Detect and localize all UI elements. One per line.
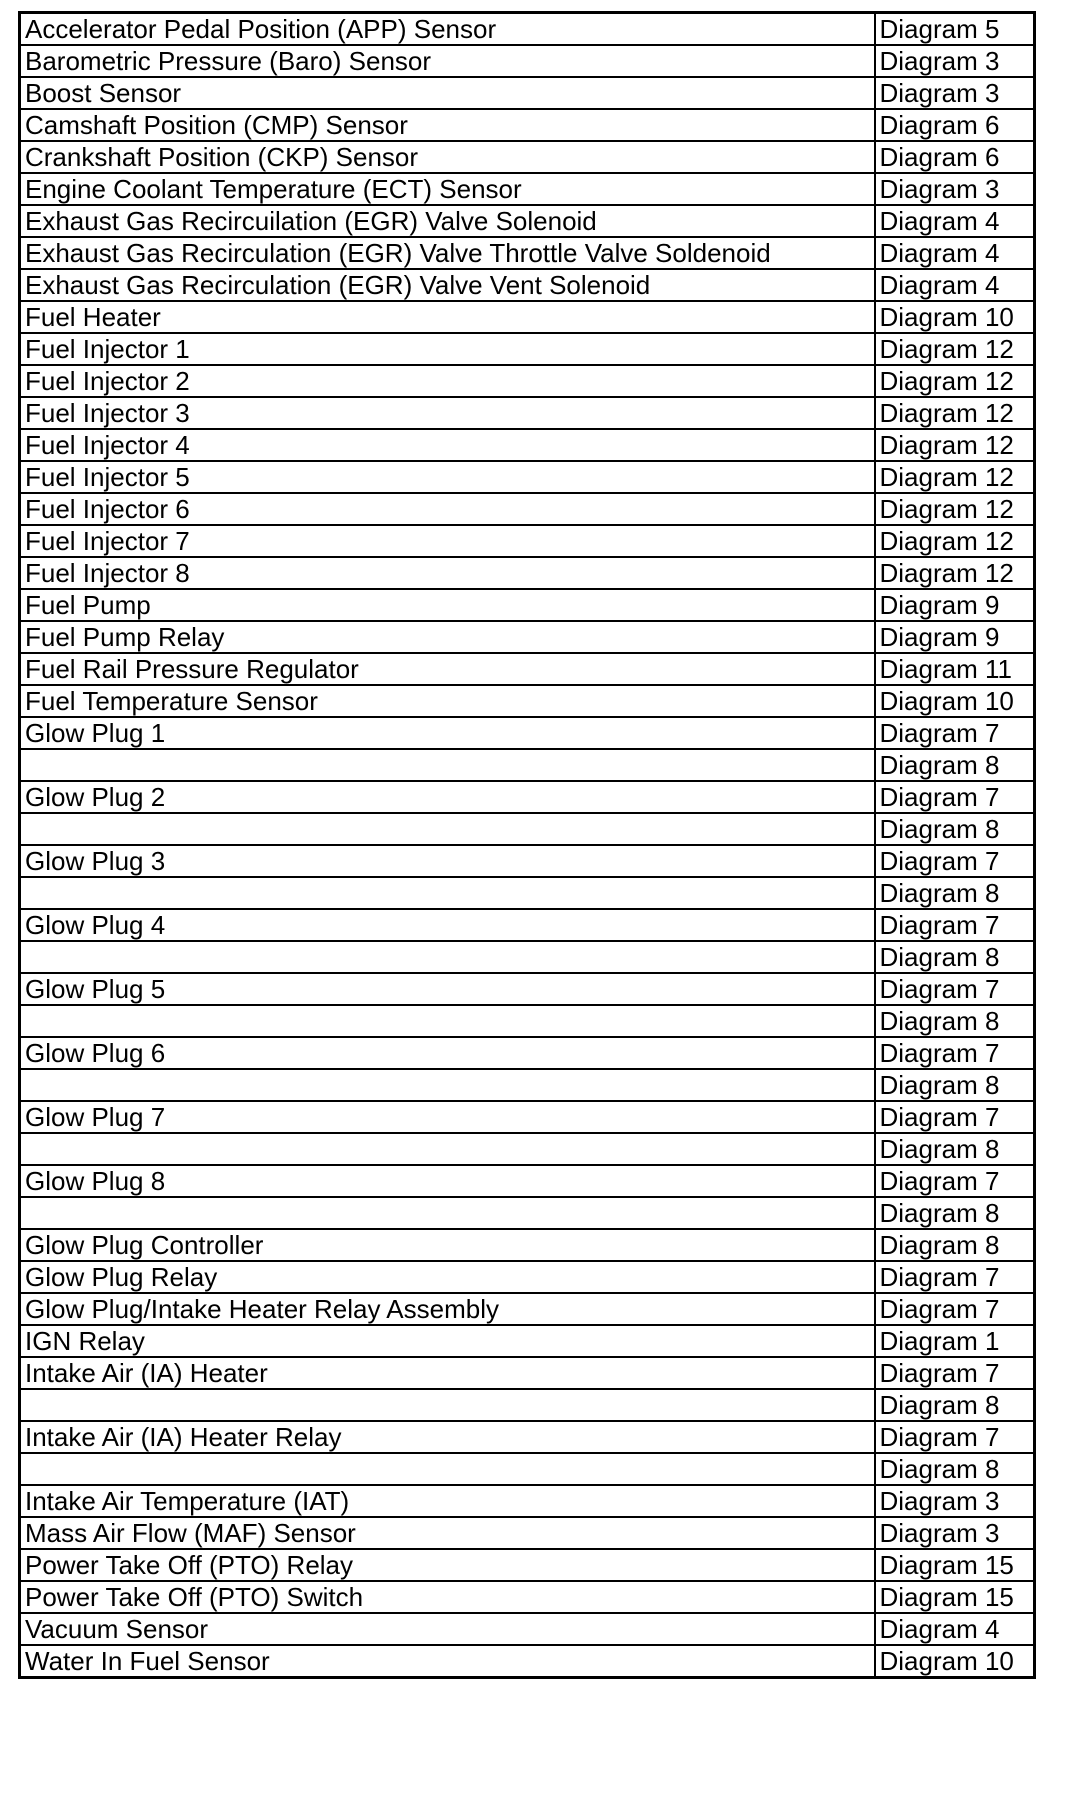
table-row xyxy=(20,1453,1035,1485)
component-cell xyxy=(20,877,875,909)
table-row xyxy=(20,141,1035,173)
diagram-cell: Diagram 15 xyxy=(875,1581,1035,1613)
diagram-cell: Diagram 7 xyxy=(875,1293,1035,1325)
table-row xyxy=(20,1549,1035,1581)
table-row xyxy=(20,1613,1035,1645)
table-row xyxy=(20,1581,1035,1613)
component-cell xyxy=(20,1389,875,1421)
component-cell: Fuel Pump Relay xyxy=(20,621,875,653)
diagram-cell: Diagram 4 xyxy=(875,205,1035,237)
table-row xyxy=(20,1197,1035,1229)
component-cell: Fuel Injector 4 xyxy=(20,429,875,461)
table-row xyxy=(20,429,1035,461)
diagram-cell: Diagram 1 xyxy=(875,1325,1035,1357)
component-cell: Power Take Off (PTO) Switch xyxy=(20,1581,875,1613)
component-cell: Exhaust Gas Recirculation (EGR) Valve Vent Solenoid xyxy=(20,269,875,301)
table-row xyxy=(20,1165,1035,1197)
diagram-cell: Diagram 10 xyxy=(875,685,1035,717)
diagram-cell: Diagram 8 xyxy=(875,1133,1035,1165)
diagram-cell: Diagram 7 xyxy=(875,1261,1035,1293)
diagram-cell: Diagram 8 xyxy=(875,1197,1035,1229)
diagram-cell: Diagram 4 xyxy=(875,237,1035,269)
component-cell: Fuel Temperature Sensor xyxy=(20,685,875,717)
table-row xyxy=(20,493,1035,525)
table-row xyxy=(20,589,1035,621)
diagram-cell: Diagram 4 xyxy=(875,1613,1035,1645)
component-cell: Barometric Pressure (Baro) Sensor xyxy=(20,45,875,77)
table-row xyxy=(20,397,1035,429)
component-cell: Glow Plug 1 xyxy=(20,717,875,749)
diagram-cell: Diagram 12 xyxy=(875,333,1035,365)
diagram-cell: Diagram 12 xyxy=(875,525,1035,557)
table-row xyxy=(20,845,1035,877)
diagram-cell: Diagram 12 xyxy=(875,493,1035,525)
component-cell: Glow Plug 2 xyxy=(20,781,875,813)
diagram-cell: Diagram 7 xyxy=(875,1165,1035,1197)
table-row xyxy=(20,1389,1035,1421)
table-row xyxy=(20,237,1035,269)
component-cell: Power Take Off (PTO) Relay xyxy=(20,1549,875,1581)
table-row xyxy=(20,1293,1035,1325)
component-cell: Fuel Heater xyxy=(20,301,875,333)
diagram-cell: Diagram 7 xyxy=(875,717,1035,749)
table-row xyxy=(20,973,1035,1005)
diagram-cell: Diagram 11 xyxy=(875,653,1035,685)
table-row xyxy=(20,1645,1035,1678)
table-row xyxy=(20,109,1035,141)
diagram-cell: Diagram 12 xyxy=(875,429,1035,461)
table-row xyxy=(20,269,1035,301)
diagram-cell: Diagram 10 xyxy=(875,301,1035,333)
diagram-cell: Diagram 6 xyxy=(875,109,1035,141)
component-cell: IGN Relay xyxy=(20,1325,875,1357)
table-row xyxy=(20,557,1035,589)
diagram-cell: Diagram 12 xyxy=(875,365,1035,397)
component-cell: Exhaust Gas Recircuilation (EGR) Valve Solenoid xyxy=(20,205,875,237)
diagram-cell: Diagram 4 xyxy=(875,269,1035,301)
table-row xyxy=(20,13,1035,46)
diagram-cell: Diagram 8 xyxy=(875,749,1035,781)
diagram-cell: Diagram 7 xyxy=(875,1421,1035,1453)
diagram-cell: Diagram 8 xyxy=(875,1453,1035,1485)
table-row xyxy=(20,685,1035,717)
component-cell: Fuel Injector 2 xyxy=(20,365,875,397)
component-cell xyxy=(20,1005,875,1037)
component-cell: Engine Coolant Temperature (ECT) Sensor xyxy=(20,173,875,205)
table-row xyxy=(20,1261,1035,1293)
component-cell: Fuel Injector 1 xyxy=(20,333,875,365)
table-row xyxy=(20,813,1035,845)
diagram-cell: Diagram 8 xyxy=(875,1069,1035,1101)
diagram-cell: Diagram 10 xyxy=(875,1645,1035,1678)
component-cell: Fuel Rail Pressure Regulator xyxy=(20,653,875,685)
table-row xyxy=(20,1037,1035,1069)
table-row xyxy=(20,301,1035,333)
component-cell: Fuel Injector 8 xyxy=(20,557,875,589)
diagram-cell: Diagram 12 xyxy=(875,461,1035,493)
table-row xyxy=(20,717,1035,749)
component-cell: Accelerator Pedal Position (APP) Sensor xyxy=(20,13,875,46)
table-row xyxy=(20,941,1035,973)
diagram-cell: Diagram 3 xyxy=(875,77,1035,109)
component-cell xyxy=(20,813,875,845)
diagram-cell: Diagram 7 xyxy=(875,1357,1035,1389)
table-row xyxy=(20,1229,1035,1261)
table-row xyxy=(20,1325,1035,1357)
component-cell: Fuel Injector 6 xyxy=(20,493,875,525)
table-row xyxy=(20,525,1035,557)
diagram-cell: Diagram 3 xyxy=(875,45,1035,77)
component-cell: Glow Plug 4 xyxy=(20,909,875,941)
component-cell: Glow Plug 7 xyxy=(20,1101,875,1133)
diagram-cell: Diagram 8 xyxy=(875,877,1035,909)
component-cell xyxy=(20,1453,875,1485)
component-cell: Glow Plug 5 xyxy=(20,973,875,1005)
component-cell: Crankshaft Position (CKP) Sensor xyxy=(20,141,875,173)
diagram-cell: Diagram 5 xyxy=(875,13,1035,46)
table-row xyxy=(20,653,1035,685)
table-row xyxy=(20,749,1035,781)
table-row xyxy=(20,909,1035,941)
diagram-cell: Diagram 7 xyxy=(875,1101,1035,1133)
component-cell xyxy=(20,749,875,781)
component-cell: Exhaust Gas Recirculation (EGR) Valve Throttle Valve Soldenoid xyxy=(20,237,875,269)
component-cell xyxy=(20,1069,875,1101)
diagram-cell: Diagram 7 xyxy=(875,909,1035,941)
diagram-cell: Diagram 8 xyxy=(875,941,1035,973)
component-cell: Water In Fuel Sensor xyxy=(20,1645,875,1678)
component-cell: Mass Air Flow (MAF) Sensor xyxy=(20,1517,875,1549)
diagram-cell: Diagram 7 xyxy=(875,781,1035,813)
component-cell: Intake Air (IA) Heater xyxy=(20,1357,875,1389)
component-cell: Fuel Pump xyxy=(20,589,875,621)
diagram-cell: Diagram 3 xyxy=(875,173,1035,205)
component-cell: Fuel Injector 7 xyxy=(20,525,875,557)
component-cell xyxy=(20,1197,875,1229)
component-cell: Intake Air (IA) Heater Relay xyxy=(20,1421,875,1453)
diagram-cell: Diagram 12 xyxy=(875,397,1035,429)
table-row xyxy=(20,365,1035,397)
component-cell: Vacuum Sensor xyxy=(20,1613,875,1645)
diagram-cell: Diagram 8 xyxy=(875,1389,1035,1421)
diagram-cell: Diagram 3 xyxy=(875,1517,1035,1549)
diagram-cell: Diagram 15 xyxy=(875,1549,1035,1581)
table-row xyxy=(20,1517,1035,1549)
table-row xyxy=(20,877,1035,909)
table-body xyxy=(20,13,1035,1678)
diagram-cell: Diagram 8 xyxy=(875,813,1035,845)
component-cell xyxy=(20,941,875,973)
table-row xyxy=(20,461,1035,493)
table-row xyxy=(20,173,1035,205)
component-diagram-table xyxy=(18,11,1036,1679)
table-row xyxy=(20,77,1035,109)
table-row xyxy=(20,1421,1035,1453)
component-cell: Fuel Injector 5 xyxy=(20,461,875,493)
diagram-cell: Diagram 12 xyxy=(875,557,1035,589)
table-row xyxy=(20,1357,1035,1389)
component-cell: Glow Plug 3 xyxy=(20,845,875,877)
diagram-cell: Diagram 7 xyxy=(875,973,1035,1005)
table-row xyxy=(20,781,1035,813)
component-cell: Camshaft Position (CMP) Sensor xyxy=(20,109,875,141)
component-cell: Boost Sensor xyxy=(20,77,875,109)
table-row xyxy=(20,1069,1035,1101)
component-cell: Intake Air Temperature (IAT) xyxy=(20,1485,875,1517)
component-cell: Glow Plug/Intake Heater Relay Assembly xyxy=(20,1293,875,1325)
diagram-cell: Diagram 9 xyxy=(875,621,1035,653)
component-cell: Glow Plug Relay xyxy=(20,1261,875,1293)
table-row xyxy=(20,1101,1035,1133)
component-cell: Glow Plug Controller xyxy=(20,1229,875,1261)
table-row xyxy=(20,333,1035,365)
table-row xyxy=(20,621,1035,653)
diagram-cell: Diagram 6 xyxy=(875,141,1035,173)
table-row xyxy=(20,1133,1035,1165)
diagram-cell: Diagram 8 xyxy=(875,1005,1035,1037)
diagram-cell: Diagram 9 xyxy=(875,589,1035,621)
component-cell: Fuel Injector 3 xyxy=(20,397,875,429)
table-row xyxy=(20,1005,1035,1037)
table-row xyxy=(20,45,1035,77)
diagram-cell: Diagram 7 xyxy=(875,1037,1035,1069)
diagram-cell: Diagram 8 xyxy=(875,1229,1035,1261)
component-cell: Glow Plug 6 xyxy=(20,1037,875,1069)
table-row xyxy=(20,1485,1035,1517)
diagram-cell: Diagram 7 xyxy=(875,845,1035,877)
component-cell: Glow Plug 8 xyxy=(20,1165,875,1197)
diagram-cell: Diagram 3 xyxy=(875,1485,1035,1517)
table-row xyxy=(20,205,1035,237)
component-cell xyxy=(20,1133,875,1165)
